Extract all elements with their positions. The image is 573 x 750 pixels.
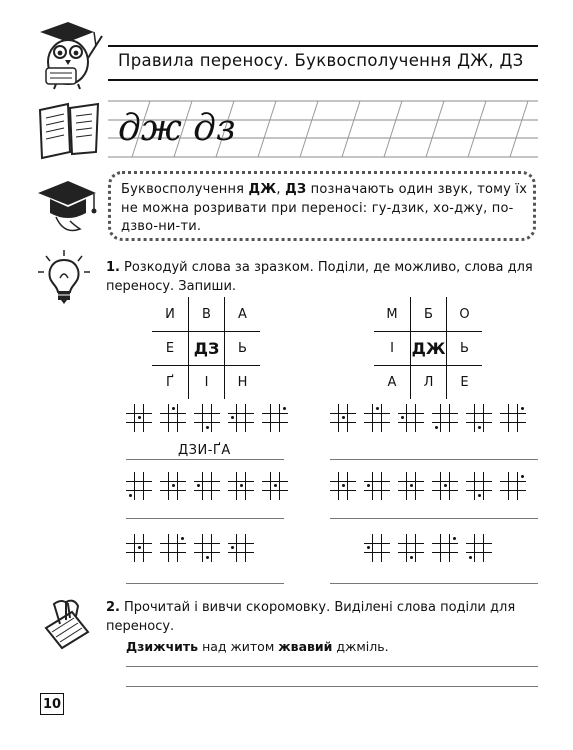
code-dot <box>231 416 234 419</box>
code-dot <box>138 546 141 549</box>
code-symbol <box>398 534 424 562</box>
grid-cell: Ґ <box>152 365 188 399</box>
code-dot <box>129 494 132 497</box>
grid-cell: А <box>374 365 410 399</box>
code-symbol <box>432 404 458 432</box>
example-answer: ДЗИ-ҐА <box>178 443 231 458</box>
tongue-twister: Дзижчить над житом жвавий джміль. <box>126 639 389 654</box>
code-symbol <box>160 472 186 500</box>
bold-word-1: Дзижчить <box>126 639 199 654</box>
code-symbol <box>194 534 220 562</box>
task-1-instruction: 1. Розкодуй слова за зразком. Поділи, де можливо, слова для переносу. Запиши. <box>106 260 533 294</box>
owl-scholar-icon <box>28 18 108 90</box>
grid-cell-center: ДЗ <box>188 331 224 365</box>
code-dot <box>376 407 379 410</box>
lightbulb-icon <box>36 248 92 306</box>
answer-line <box>126 518 284 519</box>
code-dot <box>206 426 209 429</box>
code-symbol <box>160 534 186 562</box>
rule-text: Буквосполучення ДЖ, ДЗ позначають один звук, тому їх не можна розривати при переносі: гу-дзик, хо-джу, по-дзво-ни-ти. <box>121 182 528 234</box>
rule-bold-dzh: ДЖ <box>248 182 277 197</box>
bold-word-2: жвавий <box>278 639 333 654</box>
code-dot <box>453 537 456 540</box>
code-symbol <box>228 404 254 432</box>
code-symbol <box>194 472 220 500</box>
page-title: Правила переносу. Буквосполучення ДЖ, ДЗ <box>118 51 524 70</box>
task-2-number: 2. <box>106 600 120 615</box>
grid-cell: Л <box>410 365 446 399</box>
code-dot <box>478 494 481 497</box>
code-symbol <box>500 404 526 432</box>
grid-cell: Ь <box>446 331 482 365</box>
task-2-instruction: 2. Прочитай і вивчи скоромовку. Виділені слова поділи для переносу. <box>106 600 516 634</box>
code-dot <box>444 484 447 487</box>
code-symbol <box>432 534 458 562</box>
code-grid-right <box>374 297 482 399</box>
code-dot <box>410 484 413 487</box>
code-dot <box>469 556 472 559</box>
code-symbol <box>364 534 390 562</box>
answer-line <box>330 518 538 519</box>
grid-cell-center: ДЖ <box>410 331 446 365</box>
code-symbol <box>466 534 492 562</box>
grid-cell: М <box>386 306 398 322</box>
code-symbol <box>432 472 458 500</box>
grid-cell: І <box>374 331 410 365</box>
code-dot <box>367 484 370 487</box>
code-symbol <box>126 404 152 432</box>
code-symbol <box>466 472 492 500</box>
cursive-sample: дж дз <box>118 108 236 149</box>
code-symbol <box>398 404 424 432</box>
rule-bold-dz: ДЗ <box>285 182 307 197</box>
code-dot <box>435 426 438 429</box>
open-notebook-icon <box>36 100 102 160</box>
code-grid-left <box>152 297 260 399</box>
code-symbol <box>364 472 390 500</box>
cursive-writing-lines <box>108 100 538 158</box>
grid-cell: Н <box>224 365 260 399</box>
answer-line <box>126 686 538 687</box>
grid-cell: О <box>446 297 482 331</box>
code-dot <box>197 484 200 487</box>
answer-line <box>330 459 538 460</box>
answer-line <box>330 583 538 584</box>
grid-cell: Ь <box>224 331 260 365</box>
grid-cell: Б <box>410 297 446 331</box>
code-symbol <box>194 404 220 432</box>
page-number: 10 <box>40 693 64 715</box>
rule-box <box>108 171 536 241</box>
grid-cell: І <box>188 365 224 399</box>
code-dot <box>410 556 413 559</box>
answer-line <box>126 666 538 667</box>
title-bar <box>108 45 538 81</box>
code-dot <box>240 484 243 487</box>
grid-cell: В <box>188 297 224 331</box>
code-dot <box>521 475 524 478</box>
binder-clip-icon <box>40 598 96 652</box>
grid-cell: Е <box>152 331 188 365</box>
code-dot <box>342 484 345 487</box>
code-dot <box>401 416 404 419</box>
grid-cell: Е <box>446 365 482 399</box>
code-symbol <box>466 404 492 432</box>
code-symbol <box>126 472 152 500</box>
code-dot <box>181 537 184 540</box>
code-dot <box>342 416 345 419</box>
graduation-cap-icon <box>34 175 100 239</box>
code-symbol <box>228 472 254 500</box>
code-dot <box>138 416 141 419</box>
grid-cell: И <box>165 306 175 322</box>
code-dot <box>521 407 524 410</box>
code-dot <box>478 426 481 429</box>
code-symbol <box>160 404 186 432</box>
code-symbol <box>126 534 152 562</box>
code-dot <box>172 484 175 487</box>
code-symbol <box>262 472 288 500</box>
code-dot <box>172 407 175 410</box>
code-symbol <box>228 534 254 562</box>
task-1-number: 1. <box>106 260 120 275</box>
code-symbol <box>500 472 526 500</box>
code-symbol <box>364 404 390 432</box>
code-symbol <box>330 404 356 432</box>
code-dot <box>274 484 277 487</box>
grid-cell: А <box>224 297 260 331</box>
code-dot <box>231 546 234 549</box>
code-symbol <box>262 404 288 432</box>
code-symbol <box>398 472 424 500</box>
code-dot <box>206 556 209 559</box>
code-dot <box>367 546 370 549</box>
answer-line <box>126 583 284 584</box>
code-symbol <box>330 472 356 500</box>
code-dot <box>283 407 286 410</box>
answer-line <box>126 459 284 460</box>
